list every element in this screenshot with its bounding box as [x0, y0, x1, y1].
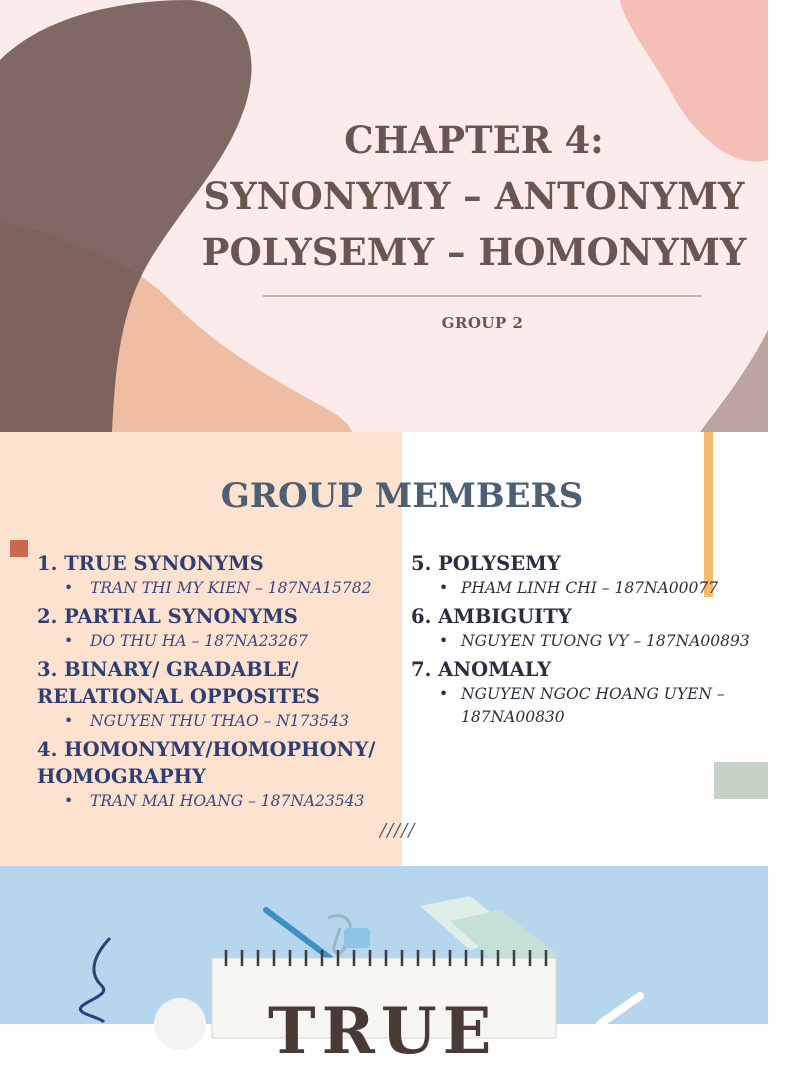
member-name: • TRAN MAI HOANG – 187NA23543 [37, 790, 397, 813]
list-item [37, 736, 397, 813]
list-item [37, 550, 397, 600]
decorative-slashes: ///// [380, 820, 416, 841]
item-title [37, 656, 397, 710]
item-title-line: HOMOGRAPHY [37, 765, 206, 788]
item-title-line: 3. BINARY/ GRADABLE/ [37, 658, 299, 681]
title-line-1: CHAPTER 4: [344, 118, 604, 162]
title-divider [263, 295, 702, 297]
item-title: 2. PARTIAL SYNONYMS [37, 605, 298, 628]
item-title-line: 4. HOMONYMY/HOMOPHONY/ [37, 738, 376, 761]
item-title: 1. TRUE SYNONYMS [37, 552, 264, 575]
presentation-title [190, 112, 758, 280]
member-name: • PHAM LINH CHI – 187NA00077 [411, 577, 761, 600]
item-title [37, 736, 397, 790]
member-name [411, 683, 761, 729]
member-name-line: • NGUYEN NGOC HOANG UYEN – [461, 685, 725, 703]
member-name: • TRAN THI MY KIEN – 187NA15782 [37, 577, 397, 600]
member-name-line: 187NA00830 [461, 708, 565, 726]
group-subtitle: GROUP 2 [441, 314, 524, 332]
list-item [37, 656, 397, 733]
list-item [411, 656, 761, 729]
true-synonyms-slide [0, 866, 768, 1069]
list-item [411, 550, 761, 600]
member-name: • NGUYEN THU THAO – N173543 [37, 710, 397, 733]
group-members-slide [0, 432, 768, 866]
item-title: 7. ANOMALY [411, 658, 552, 681]
title-slide [0, 0, 768, 432]
sage-accent-block [714, 762, 768, 799]
members-heading: GROUP MEMBERS [220, 476, 584, 516]
member-name: • DO THU HA – 187NA23267 [37, 630, 397, 653]
members-right-column [411, 550, 761, 732]
slide-heading-word: TRUE [268, 994, 498, 1069]
member-name: • NGUYEN TUONG VY – 187NA00893 [411, 630, 761, 653]
members-left-column [37, 550, 397, 816]
list-item [411, 603, 761, 653]
accent-square [10, 540, 28, 557]
list-item [37, 603, 397, 653]
item-title-line: RELATIONAL OPPOSITES [37, 685, 320, 708]
title-line-2: SYNONYMY – ANTONYMY [203, 174, 745, 218]
item-title: 6. AMBIGUITY [411, 605, 572, 628]
title-line-3: POLYSEMY – HOMONYMY [201, 230, 747, 274]
item-title: 5. POLYSEMY [411, 552, 561, 575]
